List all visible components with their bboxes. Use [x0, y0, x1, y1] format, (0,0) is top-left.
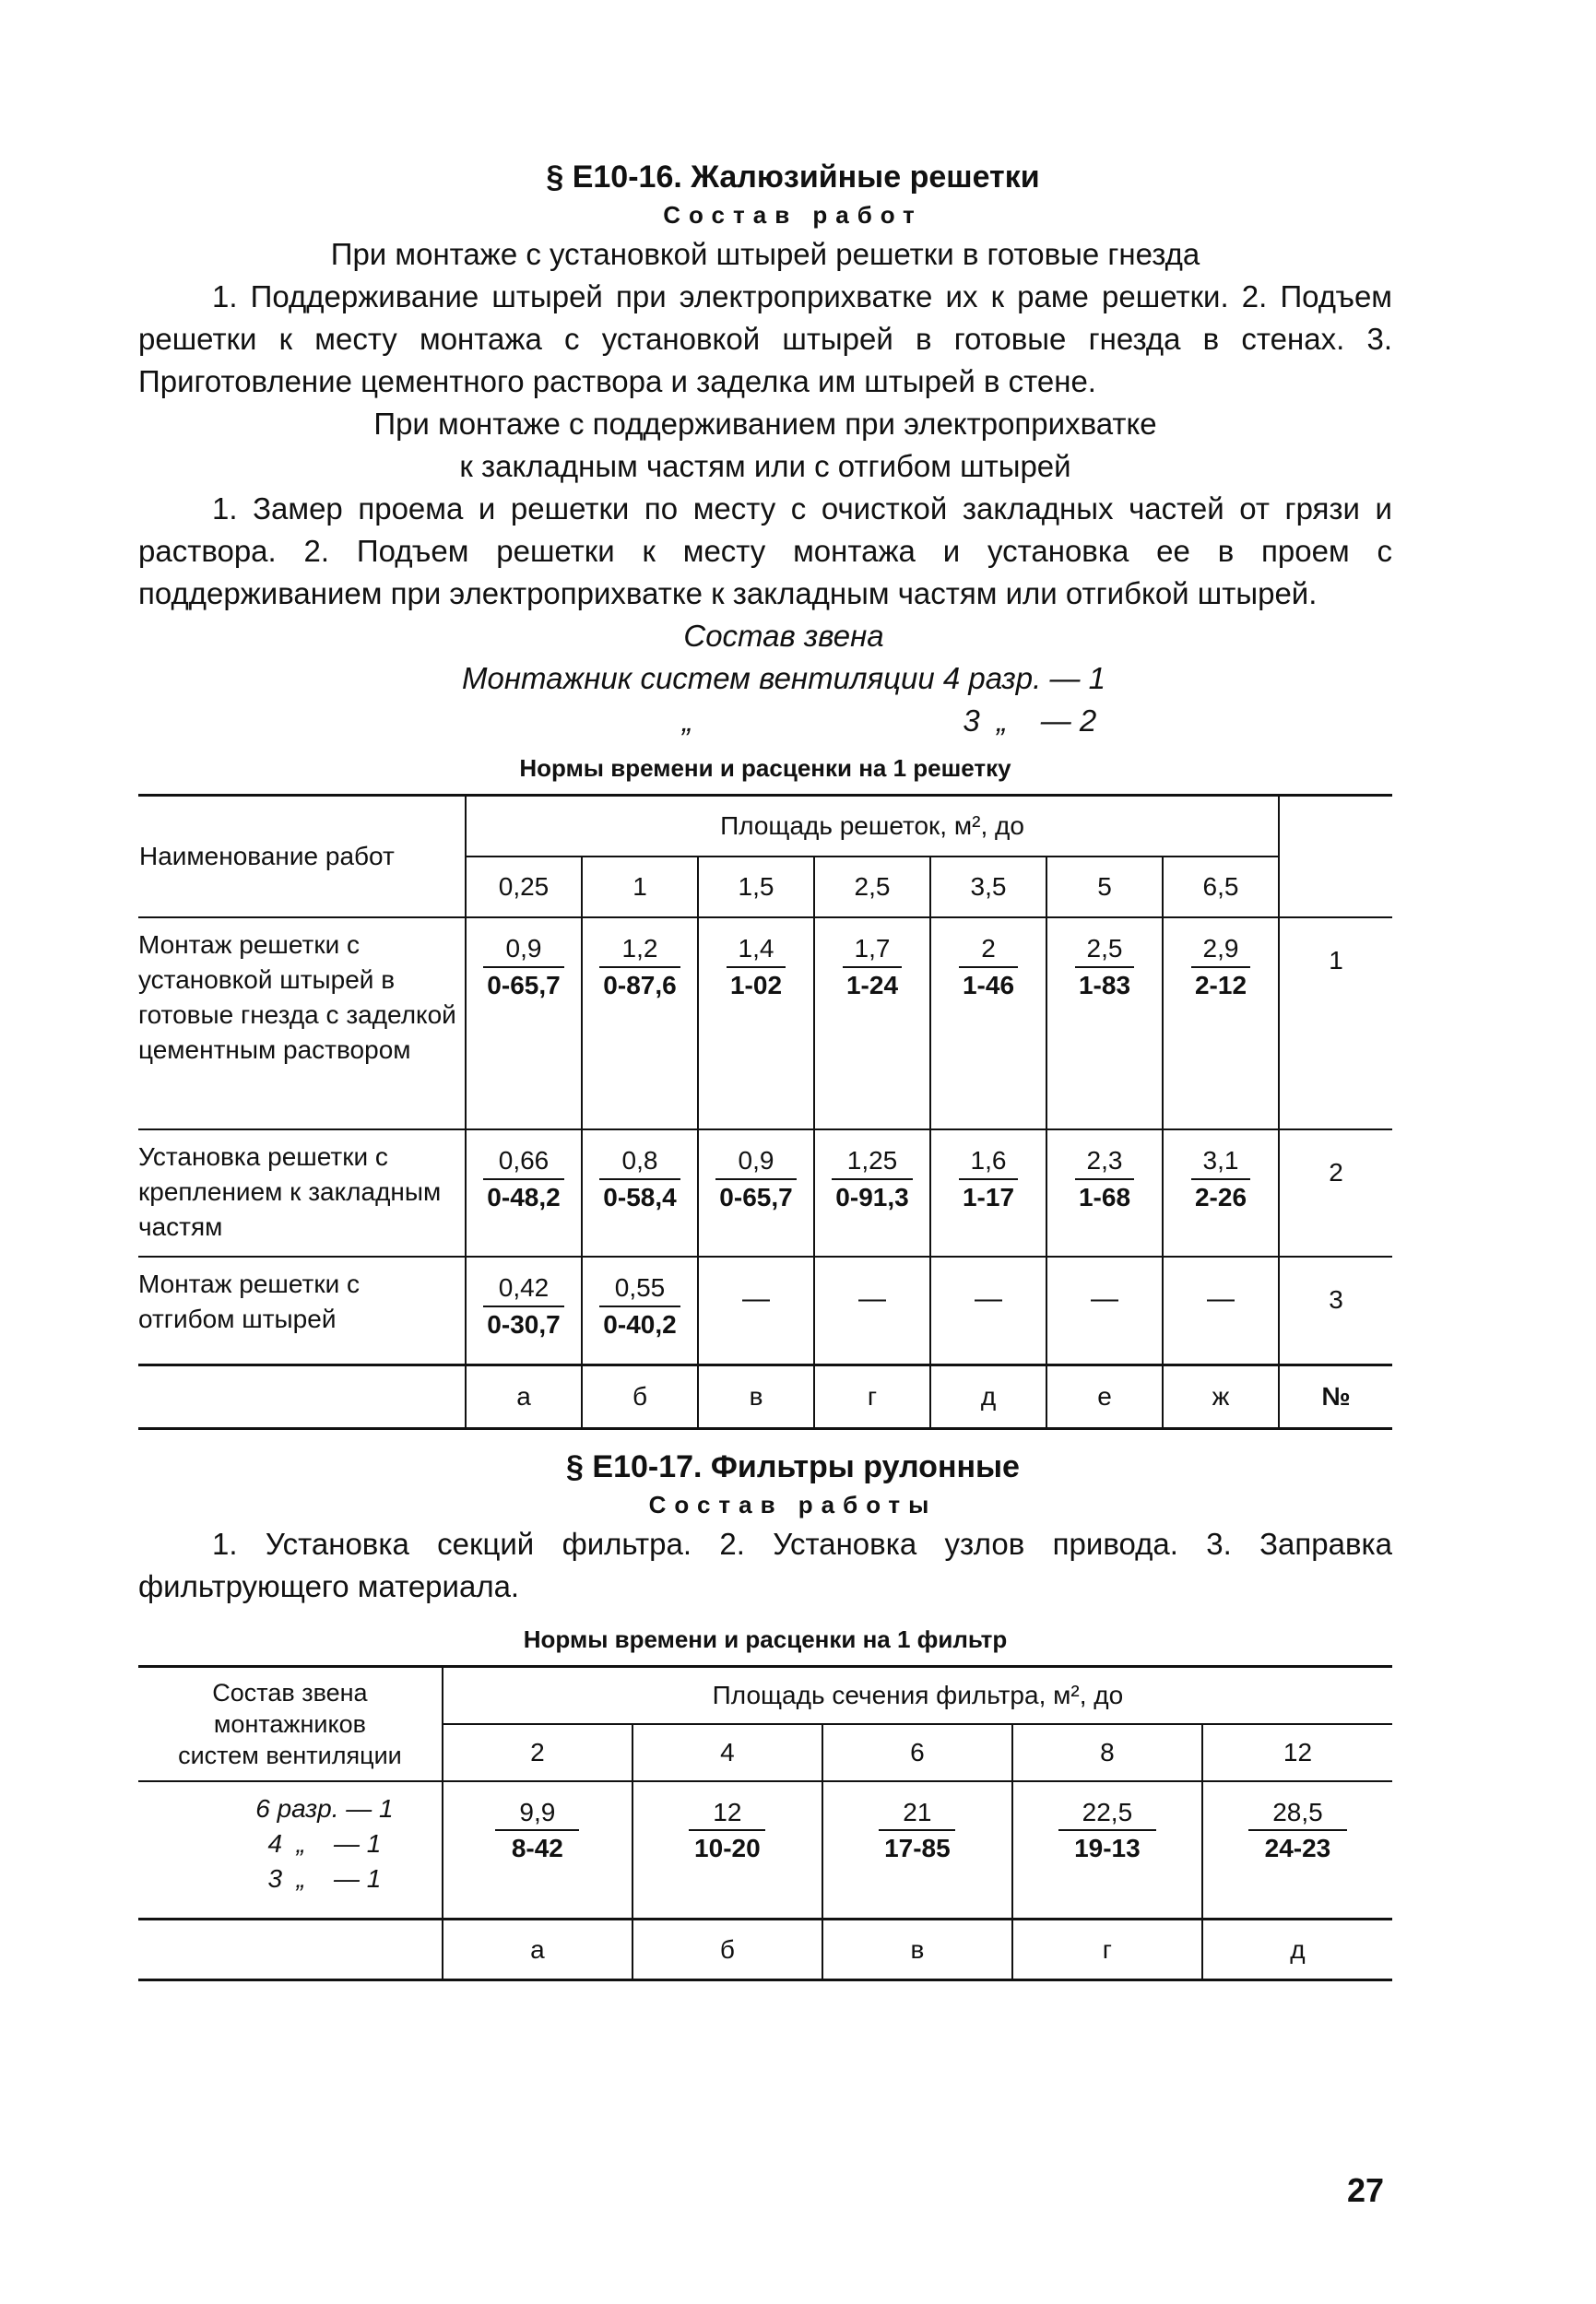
work-name-cell: Установка решетки с креплением к закладным частям — [138, 1129, 466, 1257]
area-column-header: 0,25 — [466, 857, 582, 917]
rate: 0-58,4 — [603, 1182, 677, 1211]
norm-fraction — [727, 931, 786, 1003]
rate: 1-17 — [962, 1182, 1015, 1211]
column-group-header-filter-area: Площадь сечения фильтра, м², до — [443, 1667, 1392, 1724]
norm-fraction — [959, 1143, 1018, 1215]
time-norm: 0,9 — [715, 1143, 796, 1180]
time-norm: 0,8 — [599, 1143, 680, 1180]
column-letter: е — [1046, 1365, 1163, 1429]
rate: 24-23 — [1264, 1834, 1331, 1863]
table-2-caption: Нормы времени и расценки на 1 фильтр — [523, 1625, 1008, 1654]
crew-grade-4: 4 „ — 1 — [267, 1828, 382, 1858]
work-name-cell: Монтаж решетки с установкой штырей в готовые гнезда с заделкой цементным раствором — [138, 917, 466, 1129]
column-letter: б — [632, 1920, 822, 1980]
page-number: 27 — [1346, 2171, 1384, 2209]
paragraph-3: 1. Установка секций фильтра. 2. Установка узлов привода. 3. Заправка фильтрующего материала. — [138, 1527, 1392, 1604]
norm-fraction — [599, 1143, 680, 1215]
norm-fraction — [1075, 1143, 1134, 1215]
filter-area-column-header: 8 — [1012, 1724, 1202, 1781]
column-letter: г — [814, 1365, 930, 1429]
norm-fraction — [599, 1270, 680, 1342]
rate: 10-20 — [694, 1834, 761, 1863]
norm-fraction — [959, 931, 1018, 1003]
rate: 1-46 — [962, 970, 1015, 999]
crew-heading: Состав звена — [683, 619, 884, 654]
time-norm: 2,3 — [1075, 1143, 1134, 1180]
norm-fraction — [843, 931, 902, 1003]
time-norm: 21 — [879, 1795, 955, 1832]
column-letter: а — [443, 1920, 632, 1980]
time-norm: 1,2 — [599, 931, 680, 968]
time-norm: 1,25 — [832, 1143, 912, 1180]
grille-norms-table — [138, 794, 1392, 1431]
empty-dash: — — [698, 1257, 814, 1365]
column-letter: в — [822, 1920, 1012, 1980]
area-column-header: 1 — [582, 857, 698, 917]
crew-header-line-1: Состав звена — [212, 1678, 368, 1707]
subheading-2-line-2: к закладным частям или с отгибом штырей — [459, 449, 1071, 484]
rate: 19-13 — [1074, 1834, 1141, 1863]
time-norm: 2,5 — [1075, 931, 1134, 968]
crew-grade-3: 3 „ — 1 — [267, 1863, 382, 1893]
row-number: 1 — [1279, 917, 1392, 1129]
norm-fraction — [599, 931, 680, 1003]
rate: 2-12 — [1194, 970, 1247, 999]
time-norm: 0,66 — [483, 1143, 563, 1180]
norm-fraction — [832, 1143, 912, 1215]
number-label: № — [1279, 1365, 1392, 1429]
norm-fraction — [483, 1270, 563, 1342]
column-group-header-area: Площадь решеток, м², до — [466, 795, 1279, 857]
filter-area-column-header: 4 — [632, 1724, 822, 1781]
area-column-header: 1,5 — [698, 857, 814, 917]
time-norm: 0,9 — [483, 931, 563, 968]
column-letters-row — [138, 1920, 1392, 1980]
time-norm: 2,9 — [1191, 931, 1250, 968]
work-composition-heading: Состав работ — [663, 201, 923, 230]
document-page — [138, 157, 1392, 1981]
column-letter: в — [698, 1365, 814, 1429]
table-row — [138, 917, 1392, 1129]
norm-fraction — [879, 1795, 955, 1867]
rate: 0-87,6 — [603, 970, 677, 999]
time-norm: 1,7 — [843, 931, 902, 968]
empty-dash: — — [1046, 1257, 1163, 1365]
norm-fraction — [689, 1795, 765, 1867]
empty-dash: — — [814, 1257, 930, 1365]
filter-norms-table — [138, 1665, 1392, 1981]
section-e10-16-title: § Е10-16. Жалюзийные решетки — [546, 160, 1040, 195]
table-row — [138, 1257, 1392, 1365]
time-norm: 0,55 — [599, 1270, 680, 1307]
letters-blank — [138, 1365, 466, 1429]
rate: 17-85 — [884, 1834, 951, 1863]
column-header-work-name: Наименование работ — [139, 841, 395, 870]
filter-area-column-header: 6 — [822, 1724, 1012, 1781]
time-norm: 1,4 — [727, 931, 786, 968]
rate: 8-42 — [511, 1834, 563, 1863]
row-number: 2 — [1279, 1129, 1392, 1257]
norm-fraction — [495, 1795, 579, 1867]
norm-fraction — [1191, 1143, 1250, 1215]
rate: 0-30,7 — [487, 1309, 561, 1339]
crew-cell — [138, 1781, 443, 1920]
paragraph-2: 1. Замер проема и решетки по месту с очисткой закладных частей от грязи и раствора. 2. Подъем решетки к месту монтажа и установка ее в проем с поддерживанием при электроприхватке к закладным частям или отгибкой штырей. — [138, 491, 1392, 611]
work-composition-heading-2: Состав работы — [648, 1491, 938, 1519]
subheading-1: При монтаже с установкой штырей решетки в готовые гнезда — [330, 237, 1200, 272]
column-letter: а — [466, 1365, 582, 1429]
column-letter: ж — [1163, 1365, 1279, 1429]
area-column-header: 2,5 — [814, 857, 930, 917]
column-letter: д — [930, 1365, 1046, 1429]
norm-fraction — [483, 931, 563, 1003]
area-column-header: 3,5 — [930, 857, 1046, 917]
crew-header-line-3: систем вентиляции — [178, 1741, 402, 1769]
time-norm: 28,5 — [1248, 1795, 1347, 1832]
subheading-2-line-1: При монтаже с поддерживанием при электроприхватке — [373, 407, 1157, 442]
time-norm: 9,9 — [495, 1795, 579, 1832]
empty-dash: — — [930, 1257, 1046, 1365]
norm-fraction — [715, 1143, 796, 1215]
rate: 2-26 — [1194, 1182, 1247, 1211]
column-letter: г — [1012, 1920, 1202, 1980]
time-norm: 12 — [689, 1795, 765, 1832]
crew-header-line-2: монтажников — [213, 1709, 366, 1738]
filter-area-column-header: 2 — [443, 1724, 632, 1781]
section-e10-17-title: § Е10-17. Фильтры рулонные — [566, 1449, 1020, 1485]
crew-line-2: „ 3 „ — 2 — [682, 703, 1097, 738]
norm-fraction — [1191, 931, 1250, 1003]
table-1-caption: Нормы времени и расценки на 1 решетку — [519, 754, 1011, 783]
rate: 0-40,2 — [603, 1309, 677, 1339]
rate: 1-83 — [1078, 970, 1131, 999]
rate: 0-65,7 — [719, 1182, 793, 1211]
norm-fraction — [483, 1143, 563, 1215]
time-norm: 0,42 — [483, 1270, 563, 1307]
header-blank-cell — [1279, 795, 1392, 917]
row-number: 3 — [1279, 1257, 1392, 1365]
letters-blank — [138, 1920, 443, 1980]
filter-area-column-header: 12 — [1202, 1724, 1392, 1781]
time-norm: 3,1 — [1191, 1143, 1250, 1180]
column-letters-row — [138, 1365, 1392, 1429]
time-norm: 2 — [959, 931, 1018, 968]
paragraph-1: 1. Поддерживание штырей при электроприхватке их к раме решетки. 2. Подъем решетки к месту монтажа с установкой штырей в готовые гнезда в стенах. 3. Приготовление цементного раствора и заделка им штырей в стене. — [138, 279, 1392, 399]
time-norm: 22,5 — [1058, 1795, 1157, 1832]
crew-line-1: Монтажник систем вентиляции 4 разр. — 1 — [462, 661, 1105, 696]
rate: 0-91,3 — [835, 1182, 909, 1211]
empty-dash: — — [1163, 1257, 1279, 1365]
norm-fraction — [1075, 931, 1134, 1003]
rate: 1-02 — [729, 970, 783, 999]
table-row — [138, 1129, 1392, 1257]
area-column-header: 5 — [1046, 857, 1163, 917]
norm-fraction — [1058, 1795, 1157, 1867]
rate: 1-24 — [845, 970, 899, 999]
column-letter: б — [582, 1365, 698, 1429]
table-row — [138, 1781, 1392, 1920]
time-norm: 1,6 — [959, 1143, 1018, 1180]
area-column-header: 6,5 — [1163, 857, 1279, 917]
norm-fraction — [1248, 1795, 1347, 1867]
work-name-cell: Монтаж решетки с отгибом штырей — [138, 1257, 466, 1365]
rate: 1-68 — [1078, 1182, 1131, 1211]
crew-grade-6: 6 разр. — 1 — [255, 1793, 394, 1823]
column-letter: д — [1202, 1920, 1392, 1980]
rate: 0-65,7 — [487, 970, 561, 999]
crew-column-header — [138, 1667, 443, 1781]
rate: 0-48,2 — [487, 1182, 561, 1211]
